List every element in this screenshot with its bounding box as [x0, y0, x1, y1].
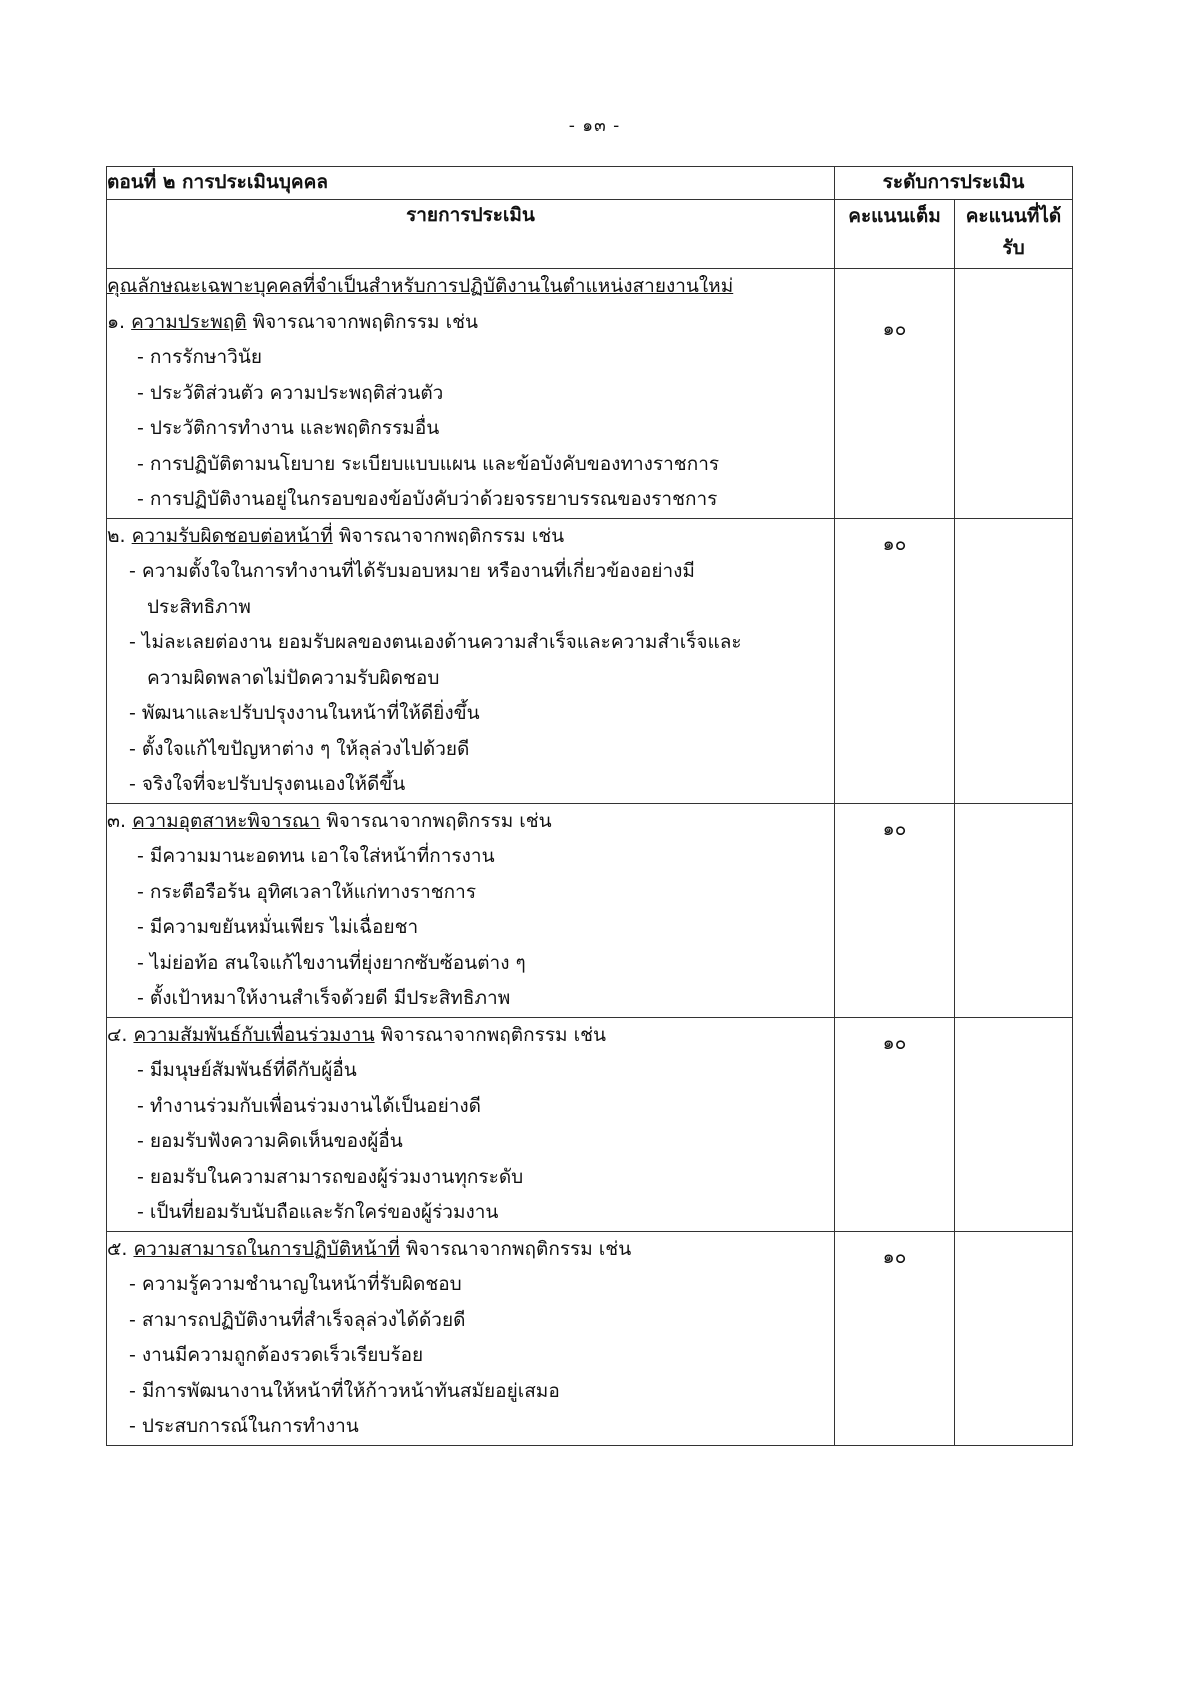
list-item: - ตั้งใจแก้ไขปัญหาต่าง ๆ ให้ลุล่วงไปด้วยดี	[129, 737, 470, 760]
list-item: - ไม่ย่อท้อ สนใจแก้ไขงานที่ยุ่งยากซับซ้อนต่าง ๆ	[137, 951, 526, 974]
list-item: - ความตั้งใจในการทำงานที่ได้รับมอบหมาย หรืองานที่เกี่ยวข้องอย่างมี	[129, 560, 695, 582]
criterion-3-title-line	[107, 804, 834, 840]
page-number: - ๑๓ -	[568, 116, 621, 136]
assessment-table	[106, 166, 1073, 1446]
criterion-5-items	[107, 1267, 834, 1445]
list-item: - ตั้งเป้าหมาให้งานสำเร็จด้วยดี มีประสิทธิภาพ	[137, 987, 511, 1009]
table-row	[107, 269, 1073, 519]
list-item: ความผิดพลาดไม่ปัดความรับผิดชอบ	[147, 666, 440, 689]
list-item: - จริงใจที่จะปรับปรุงตนเองให้ดีขึ้น	[129, 773, 406, 795]
list-item: - ยอมรับในความสามารถของผู้ร่วมงานทุกระดับ	[137, 1165, 524, 1188]
list-item: - การปฏิบัติตามนโยบาย ระเบียบแบบแผน และข้อบังคับของทางราชการ	[137, 452, 720, 475]
list-item: - ความรู้ความชำนาญในหน้าที่รับผิดชอบ	[129, 1273, 462, 1295]
received-score-cell[interactable]	[955, 1231, 1073, 1445]
list-item: - มีมนุษย์สัมพันธ์ที่ดีกับผู้อื่น	[137, 1059, 357, 1081]
list-item: - ทำงานร่วมกับเพื่อนร่วมงานได้เป็นอย่างดี	[137, 1094, 482, 1117]
table-row	[107, 803, 1073, 1017]
list-item: - กระตือรือร้น อุทิศเวลาให้แก่ทางราชการ	[137, 880, 477, 903]
criterion-suffix: พิจารณาจากพฤติกรรม เช่น	[338, 524, 565, 547]
list-item: - ประวัติการทำงาน และพฤติกรรมอื่น	[137, 417, 440, 439]
criterion-5-cell	[107, 1231, 835, 1445]
received-score-cell[interactable]	[955, 269, 1073, 519]
criterion-title: ความสัมพันธ์กับเพื่อนร่วมงาน	[133, 1023, 375, 1046]
criterion-3-items	[107, 839, 834, 1017]
list-item: - การรักษาวินัย	[137, 346, 262, 368]
table-header-row-2	[107, 200, 1073, 269]
list-item: - ยอมรับฟังความคิดเห็นของผู้อื่น	[137, 1130, 403, 1152]
criterion-2-items	[107, 554, 834, 803]
list-item: - ไม่ละเลยต่องาน ยอมรับผลของตนเองด้านความสำเร็จและความสำเร็จและ	[129, 631, 742, 653]
list-item: - เป็นที่ยอมรับนับถือและรักใคร่ของผู้ร่วมงาน	[137, 1201, 499, 1223]
part-title: ตอนที่ ๒ การประเมินบุคคล	[107, 167, 835, 200]
criterion-1-title-line	[107, 305, 834, 341]
list-item: - งานมีความถูกต้องรวดเร็วเรียบร้อย	[129, 1344, 424, 1366]
criterion-title: ความประพฤติ	[131, 310, 247, 333]
level-header: ระดับการประเมิน	[835, 167, 1073, 200]
criterion-number: ๓.	[107, 809, 127, 832]
criterion-number: ๑.	[107, 310, 126, 333]
criterion-2-cell	[107, 518, 835, 803]
criterion-suffix: พิจารณาจากพฤติกรรม เช่น	[380, 1023, 606, 1046]
received-score-cell[interactable]	[955, 1017, 1073, 1231]
list-item: - สามารถปฏิบัติงานที่สำเร็จลุล่วงได้ด้วยดี	[129, 1308, 466, 1331]
list-item: - ประสบการณ์ในการทำงาน	[129, 1415, 359, 1437]
category-heading: คุณลักษณะเฉพาะบุคคลที่จำเป็นสำหรับการปฏิบัติงานในตำแหน่งสายงานใหม่	[107, 275, 734, 297]
received-score-header: คะแนนที่ได้รับ	[955, 200, 1073, 269]
criterion-3-cell	[107, 803, 835, 1017]
criterion-suffix: พิจารณาจากพฤติกรรม เช่น	[326, 809, 552, 832]
table-row	[107, 518, 1073, 803]
list-item: - พัฒนาและปรับปรุงงานในหน้าที่ให้ดียิ่งขึ้น	[129, 702, 480, 724]
received-score-cell[interactable]	[955, 518, 1073, 803]
criterion-number: ๔.	[107, 1023, 128, 1046]
table-header-row-1	[107, 167, 1073, 200]
criterion-5-title-line	[107, 1232, 834, 1268]
item-header: รายการประเมิน	[107, 200, 835, 269]
full-score-cell: ๑๐	[835, 269, 955, 519]
full-score-cell: ๑๐	[835, 1017, 955, 1231]
criterion-4-title-line	[107, 1018, 834, 1054]
received-score-cell[interactable]	[955, 803, 1073, 1017]
list-item: ประสิทธิภาพ	[147, 595, 251, 618]
list-item: - ประวัติส่วนตัว ความประพฤติส่วนตัว	[137, 381, 444, 404]
list-item: - การปฏิบัติงานอยู่ในกรอบของข้อบังคับว่าด้วยจรรยาบรรณของราชการ	[137, 488, 718, 510]
table-row	[107, 1231, 1073, 1445]
criterion-title: ความสามารถในการปฏิบัติหน้าที่	[133, 1237, 400, 1260]
list-item: - มีความมานะอดทน เอาใจใส่หน้าที่การงาน	[137, 845, 495, 867]
criterion-4-items	[107, 1053, 834, 1231]
full-score-cell: ๑๐	[835, 518, 955, 803]
list-item: - มีการพัฒนางานให้หน้าที่ให้ก้าวหน้าทันสมัยอยู่เสมอ	[129, 1379, 560, 1402]
full-score-header: คะแนนเต็ม	[835, 200, 955, 269]
criterion-title: ความอุตสาหะพิจารณา	[132, 809, 321, 832]
criterion-1-cell	[107, 269, 835, 519]
criterion-suffix: พิจารณาจากพฤติกรรม เช่น	[252, 310, 478, 333]
criterion-4-cell	[107, 1017, 835, 1231]
criterion-title: ความรับผิดชอบต่อหน้าที่	[131, 524, 333, 547]
list-item: - มีความขยันหมั่นเพียร ไม่เฉื่อยชา	[137, 916, 419, 938]
criterion-number: ๕.	[107, 1237, 128, 1260]
criterion-2-title-line	[107, 519, 834, 555]
criterion-number: ๒.	[107, 524, 126, 547]
criterion-suffix: พิจารณาจากพฤติกรรม เช่น	[405, 1237, 632, 1260]
criterion-1-items	[107, 340, 834, 518]
full-score-cell: ๑๐	[835, 803, 955, 1017]
table-row	[107, 1017, 1073, 1231]
full-score-cell: ๑๐	[835, 1231, 955, 1445]
